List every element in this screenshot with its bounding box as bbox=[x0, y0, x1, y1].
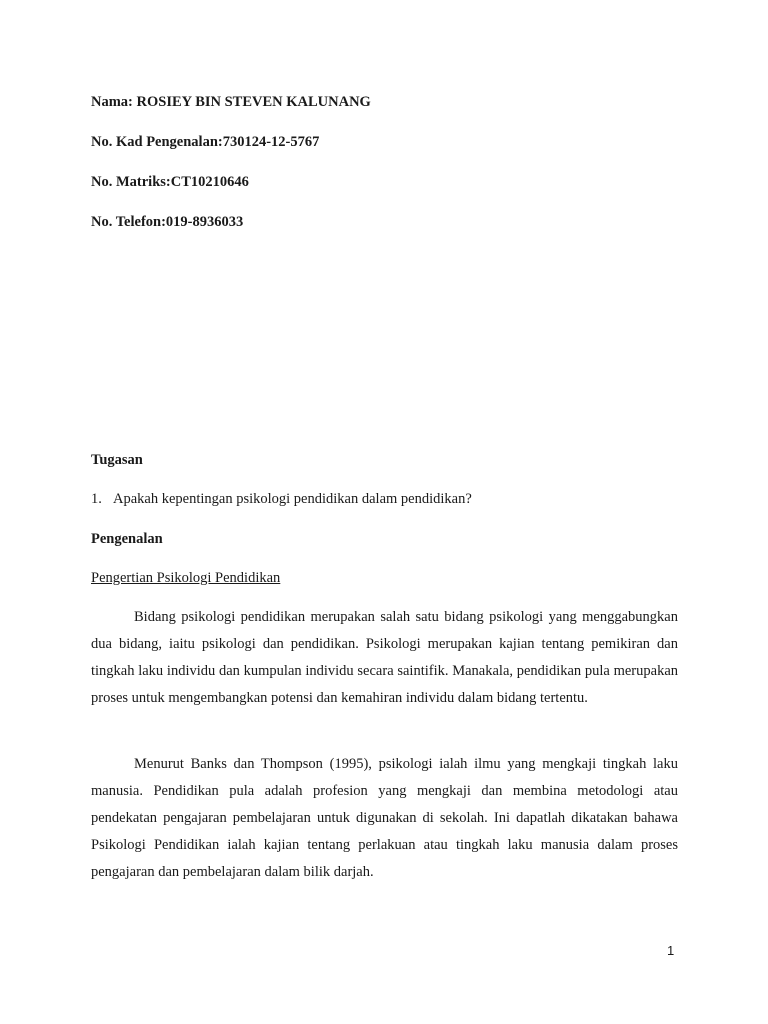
section-subheading: Pengertian Psikologi Pendidikan bbox=[91, 570, 281, 586]
question-text: Apakah kepentingan psikologi pendidikan dalam pendidikan? bbox=[113, 491, 472, 507]
assignment-heading: Tugasan bbox=[91, 452, 143, 468]
question-item bbox=[91, 490, 472, 508]
introduction-heading: Pengenalan bbox=[91, 531, 163, 547]
id-card-number: No. Kad Pengenalan:730124-12-5767 bbox=[91, 134, 320, 150]
phone-number: No. Telefon:019-8936033 bbox=[91, 214, 244, 230]
paragraph-2: Menurut Banks dan Thompson (1995), psikologi ialah ilmu yang mengkaji tingkah laku manusia. Pendidikan pula adalah profesion yang mengkaji dan membina metodologi atau pendekatan pengajaran pembelajaran untuk digunakan di sekolah. Ini dapatlah dikatakan bahawa Psikologi Pendidikan ialah kajian tentang perlakuan atau tingkah laku manusia dalam proses pengajaran dan pembelajaran dalam bilik darjah. bbox=[91, 756, 678, 880]
page-number: 1 bbox=[667, 943, 675, 958]
matric-number: No. Matriks:CT10210646 bbox=[91, 174, 249, 190]
student-name: Nama: ROSIEY BIN STEVEN KALUNANG bbox=[91, 94, 371, 110]
question-number: 1. bbox=[91, 491, 102, 507]
paragraph-1: Bidang psikologi pendidikan merupakan salah satu bidang psikologi yang menggabungkan dua bidang, iaitu psikologi dan pendidikan. Psikologi merupakan kajian tentang pemikiran dan tingkah laku individu dan kumpulan individu secara saintifik. Manakala, pendidikan pula merupakan proses untuk mengembangkan potensi dan kemahiran individu dalam bidang tertentu. bbox=[91, 609, 678, 706]
